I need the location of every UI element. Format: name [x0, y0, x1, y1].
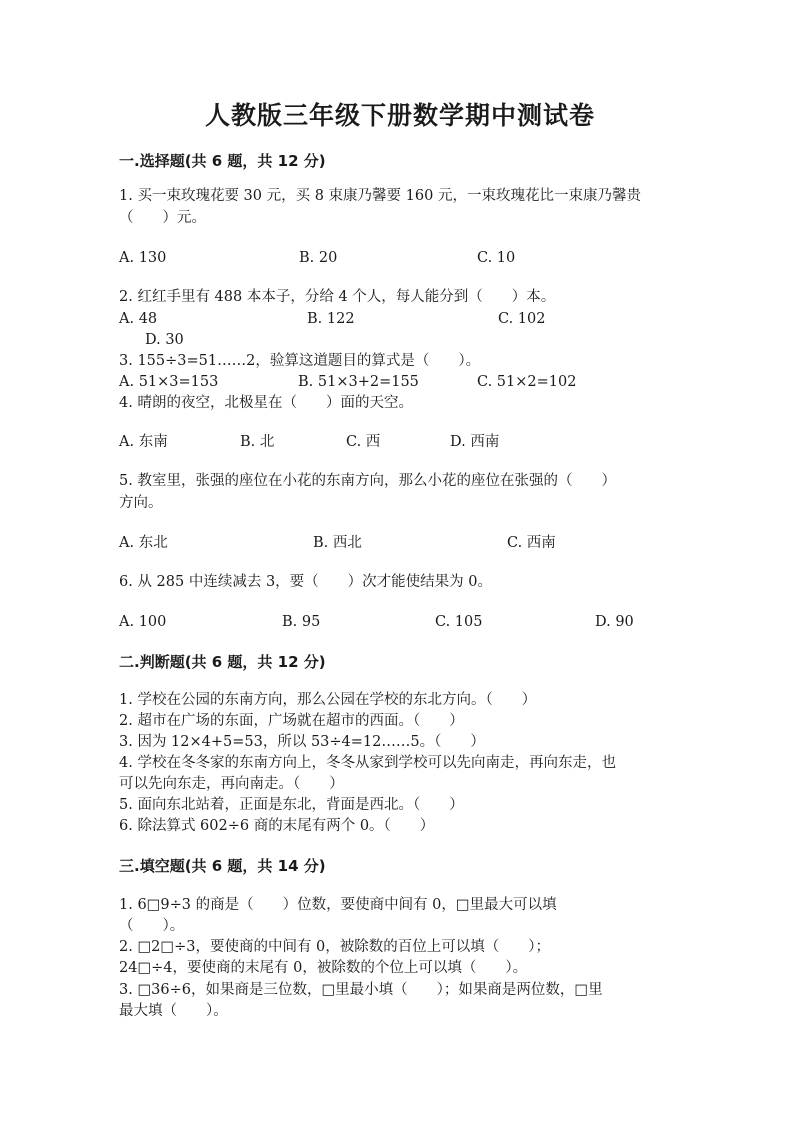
blank-question-text: （ ）。: [119, 918, 185, 934]
question-text: 方向。: [119, 495, 163, 511]
option-a: A. 东南: [119, 434, 168, 450]
blank-question-text: 1. 6□9÷3 的商是（ ）位数，要使商中间有 0，□里最大可以填: [119, 897, 557, 913]
option-d: D. 30: [145, 332, 184, 348]
statement-text: 1. 学校在公园的东南方向，那么公园在学校的东北方向。（ ）: [119, 692, 537, 708]
option-c: C. 102: [498, 311, 546, 327]
option-a: A. 51×3=153: [119, 374, 219, 390]
blank-question-text: 24□÷4，要使商的末尾有 0，被除数的个位上可以填（ ）。: [119, 960, 528, 976]
option-c: C. 105: [435, 614, 483, 630]
question-text: 4. 晴朗的夜空，北极星在（ ）面的天空。: [119, 395, 413, 411]
option-d: D. 90: [595, 614, 634, 630]
blank-question-text: 2. □2□÷3，要使商的中间有 0，被除数的百位上可以填（ ）；: [119, 939, 551, 955]
option-a: A. 48: [119, 311, 158, 327]
option-b: B. 95: [282, 614, 321, 630]
blank-question-text: 最大填（ ）。: [119, 1003, 228, 1019]
blank-question-text: 3. □36÷6，如果商是三位数，□里最小填（ ）；如果商是两位数，□里: [119, 982, 603, 998]
option-c: C. 10: [477, 250, 516, 266]
question-text: 5. 教室里，张强的座位在小花的东南方向，那么小花的座位在张强的（ ）: [119, 473, 616, 489]
page-title: 人教版三年级下册数学期中测试卷: [204, 101, 595, 130]
statement-text: 3. 因为 12×4+5=53，所以 53÷4=12……5。（ ）: [119, 734, 485, 750]
statement-text: 可以先向东走，再向南走。（ ）: [119, 776, 344, 792]
section-heading-fill: 三.填空题(共 6 题，共 14 分): [119, 857, 326, 875]
option-a: A. 东北: [119, 535, 168, 551]
option-b: B. 北: [240, 434, 275, 450]
option-b: B. 西北: [313, 535, 362, 551]
option-d: D. 西南: [450, 434, 500, 450]
option-c: C. 西: [346, 434, 381, 450]
statement-text: 4. 学校在冬冬家的东南方向上，冬冬从家到学校可以先向南走，再向东走，也: [119, 755, 616, 771]
option-b: B. 51×3+2=155: [298, 374, 419, 390]
question-text: 2. 红红手里有 488 本本子，分给 4 个人，每人能分到（ ）本。: [119, 289, 556, 305]
option-c: C. 51×2=102: [477, 374, 577, 390]
statement-text: 5. 面向东北站着，正面是东北，背面是西北。（ ）: [119, 797, 464, 813]
option-a: A. 100: [119, 614, 167, 630]
question-text: 3. 155÷3=51……2，验算这道题目的算式是（ ）。: [119, 353, 481, 369]
statement-text: 2. 超市在广场的东面，广场就在超市的西面。（ ）: [119, 713, 464, 729]
statement-text: 6. 除法算式 602÷6 商的末尾有两个 0。（ ）: [119, 818, 435, 834]
section-heading-choice: 一.选择题(共 6 题，共 12 分): [119, 152, 326, 170]
option-a: A. 130: [119, 250, 167, 266]
option-c: C. 西南: [507, 535, 556, 551]
section-heading-judge: 二.判断题(共 6 题，共 12 分): [119, 653, 326, 671]
question-text: 1. 买一束玫瑰花要 30 元，买 8 束康乃馨要 160 元，一束玫瑰花比一束康乃馨贵: [119, 188, 641, 204]
question-text: （ ）元。: [119, 210, 206, 226]
option-b: B. 20: [299, 250, 338, 266]
option-b: B. 122: [307, 311, 355, 327]
question-text: 6. 从 285 中连续减去 3，要（ ）次才能使结果为 0。: [119, 574, 493, 590]
